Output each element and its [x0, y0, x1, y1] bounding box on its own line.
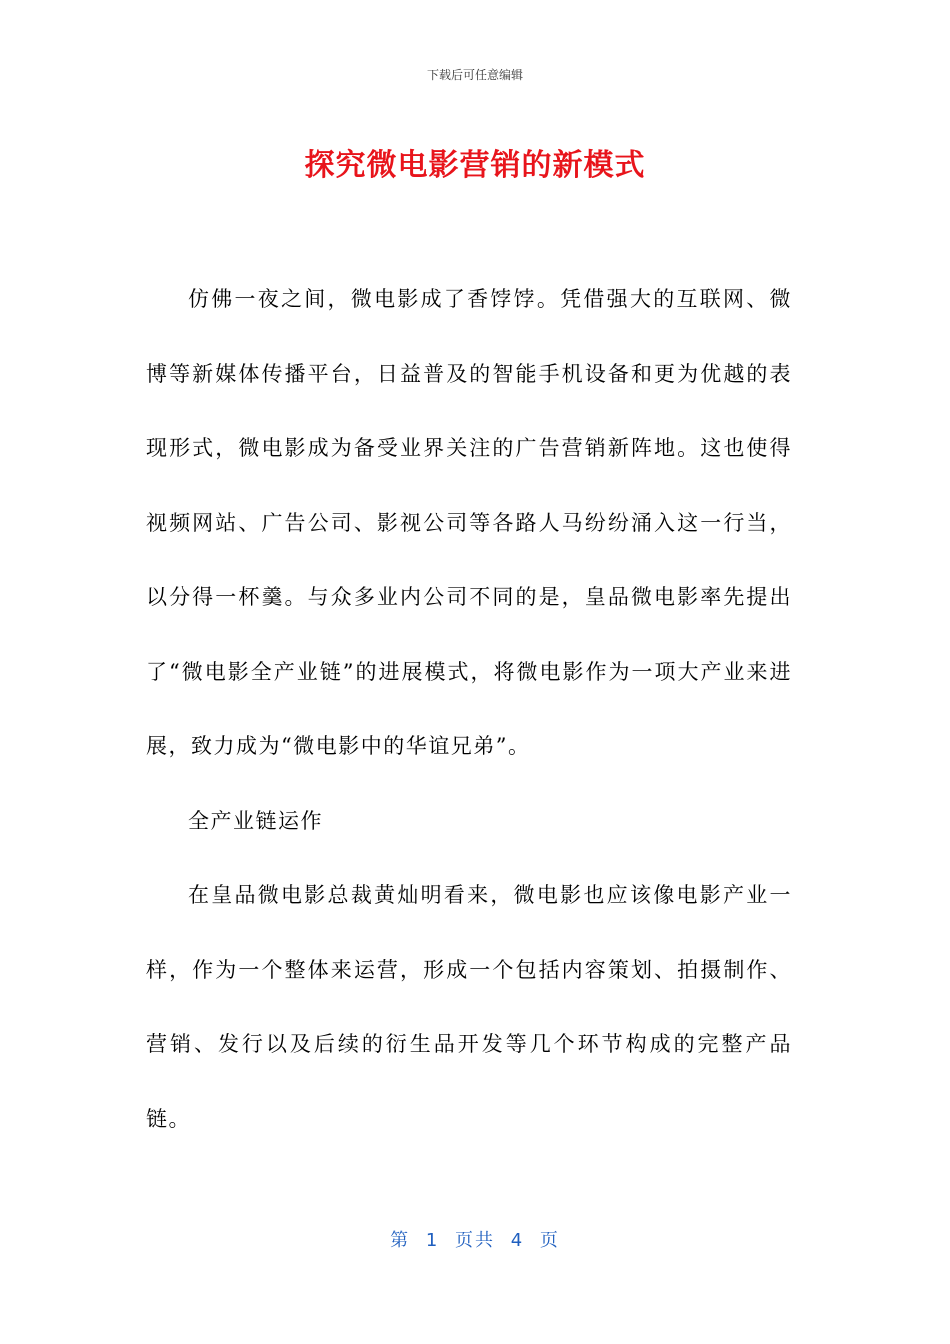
- paragraph-industry-chain: 在皇品微电影总裁黄灿明看来，微电影也应该像电影产业一样，作为一个整体来运营，形成一个包括内容策划、拍摄制作、营销、发行以及后续的衍生品开发等几个环节构成的完整产品链。: [146, 883, 792, 1131]
- page-footer: 第 1 页共 4 页: [390, 1230, 560, 1251]
- section-heading: 全产业链运作: [188, 808, 323, 833]
- document-body: [146, 262, 792, 1156]
- paragraph-intro: 仿佛一夜之间，微电影成了香饽饽。凭借强大的互联网、微博等新媒体传播平台，日益普及的智能手机设备和更为优越的表现形式，微电影成为备受业界关注的广告营销新阵地。这也使得视频网站、广告公司、影视公司等各路人马纷纷涌入这一行当，以分得一杯羹。与众多业内公司不同的是，皇品微电影率先提出了“微电影全产业链”的进展模式，将微电影作为一项大产业来进展，致力成为“微电影中的华谊兄弟”。: [146, 287, 792, 758]
- header-note: 下载后可任意编辑: [426, 68, 523, 82]
- document-title: 探究微电影营销的新模式: [304, 148, 646, 183]
